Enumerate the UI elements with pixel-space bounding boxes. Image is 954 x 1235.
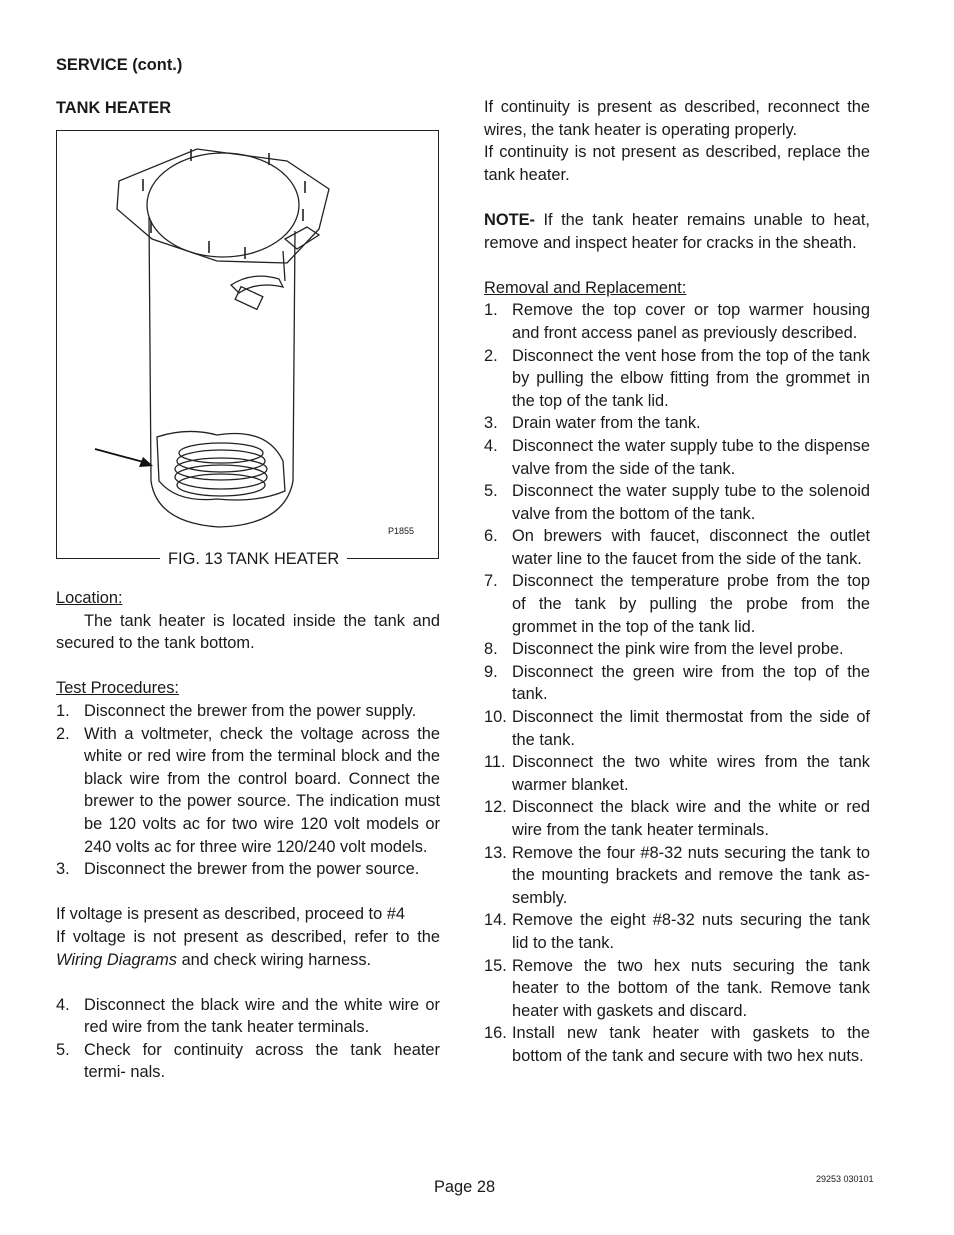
list-item [484, 955, 870, 1023]
list-number: 7. [484, 572, 498, 591]
list-item [56, 700, 440, 723]
voltage-not-present-text [56, 926, 440, 971]
note-text: If the tank heater remains unable to heat, remove and inspect heater for cracks in the sheath. [484, 210, 870, 252]
list-text: Disconnect the pink wire from the level probe. [512, 640, 844, 659]
list-number: 10. [484, 708, 507, 727]
list-item [484, 570, 870, 638]
list-text: Disconnect the water supply tube to the dispense valve from the side of the tank. [512, 436, 870, 478]
list-number: 5. [56, 1040, 70, 1059]
list-text: Install new tank heater with gaskets to the bottom of the tank and secure with two hex nuts. [512, 1024, 870, 1065]
list-text: Disconnect the vent hose from the top of the tank by pulling the elbow fitting from the grommet in the top of the tank lid. [512, 346, 870, 410]
list-text: Disconnect the water supply tube to the solenoid valve from the bottom of the tank. [512, 482, 870, 523]
list-number: 5. [484, 482, 498, 501]
list-number: 9. [484, 662, 498, 681]
continuity-present-text: If continuity is present as described, reconnect the wires, the tank heater is operating properly. [484, 98, 870, 139]
list-number: 4. [484, 436, 498, 455]
left-column [56, 587, 440, 1084]
list-item [484, 435, 870, 480]
page-title: TANK HEATER [56, 99, 172, 117]
list-item [56, 994, 440, 1039]
list-text: Disconnect the limit thermostat from the side of the tank. [512, 708, 870, 749]
list-text: Remove the four #8-32 nuts securing the tank to the mounting brackets and remove the tank as- sembly. [512, 843, 870, 907]
list-item [484, 706, 870, 751]
figure-caption: FIG. 13 TANK HEATER [160, 548, 347, 571]
list-text: Disconnect the two white wires from the tank warmer blanket. [512, 753, 870, 794]
figure-code: P1855 [388, 526, 415, 536]
list-text: Drain water from the tank. [512, 414, 701, 433]
list-text: Remove the eight #8-32 nuts securing the tank lid to the tank. [512, 911, 870, 952]
list-item [484, 842, 870, 910]
list-text: Remove the top cover or top warmer housing and front access panel as previously described. [512, 301, 870, 342]
list-number: 2. [484, 346, 498, 365]
list-number: 3. [56, 860, 70, 879]
list-number: 2. [56, 724, 70, 743]
list-number: 4. [56, 995, 70, 1014]
list-text: Remove the two hex nuts securing the tank heater to the bottom of the tank. Remove tank heater with gaskets and discard. [512, 956, 870, 1020]
location-text: The tank heater is located inside the tank and secured to the tank bottom. [56, 611, 440, 653]
list-number: 1. [56, 701, 70, 720]
test-procedures-heading: Test Procedures: [56, 679, 179, 698]
list-item [484, 661, 870, 706]
list-item [484, 345, 870, 413]
list-number: 15. [484, 956, 507, 975]
list-item [484, 751, 870, 796]
list-text: Disconnect the black wire and the white or red wire from the tank heater terminals. [512, 798, 870, 839]
list-number: 13. [484, 843, 507, 862]
list-number: 11. [484, 753, 506, 772]
list-item [484, 1022, 870, 1067]
figure-frame [56, 130, 439, 559]
list-item [484, 525, 870, 570]
list-number: 1. [484, 301, 498, 320]
list-text: Disconnect the brewer from the power supply. [84, 701, 417, 720]
list-item [484, 480, 870, 525]
wiring-diagrams-ref: Wiring Diagrams [56, 950, 177, 969]
tank-heater-illustration [57, 131, 437, 557]
list-item [56, 1039, 440, 1084]
list-text: Check for continuity across the tank heater termi- nals. [84, 1040, 440, 1082]
text-span: If voltage is not present as described, refer to the [56, 927, 440, 946]
list-text: Disconnect the green wire from the top of the tank. [512, 662, 870, 704]
list-item [484, 412, 870, 435]
list-item [56, 723, 440, 859]
removal-list [484, 299, 870, 1067]
page-number: Page 28 [434, 1178, 496, 1196]
list-text: With a voltmeter, check the voltage across the white or red wire from the terminal block and the black wire from the control board. Connect the brewer to the power source. The indication must be 120 volts ac for two wire 120 volt models or 240 volts ac for three wire 120/240 volt models. [84, 724, 440, 856]
list-number: 6. [484, 527, 498, 546]
list-item [56, 858, 440, 881]
location-heading: Location: [56, 589, 123, 607]
list-text: Disconnect the temperature probe from the top of the tank by pulling the probe from the grommet in the top of the tank lid. [512, 572, 870, 636]
list-item [484, 638, 870, 661]
list-number: 16. [484, 1024, 507, 1043]
text-span: and check wiring harness. [181, 950, 372, 969]
continuity-not-present-text: If continuity is not present as described, replace the tank heater. [484, 143, 870, 184]
note [484, 209, 870, 254]
note-label: NOTE- [484, 210, 535, 229]
list-text: Disconnect the brewer from the power source. [84, 860, 420, 879]
list-number: 3. [484, 414, 498, 433]
list-item [484, 796, 870, 841]
list-item [484, 299, 870, 344]
voltage-present-text: If voltage is present as described, proceed to #4 [56, 905, 405, 924]
right-column [484, 96, 870, 1068]
removal-heading: Removal and Replacement: [484, 278, 687, 297]
section-heading: SERVICE (cont.) [56, 56, 183, 74]
document-code: 29253 030101 [816, 1174, 874, 1184]
list-item [484, 909, 870, 954]
list-number: 8. [484, 640, 498, 659]
list-text: On brewers with faucet, disconnect the outlet water line to the faucet from the side of the tank. [512, 527, 870, 568]
list-number: 12. [484, 798, 507, 817]
list-number: 14. [484, 911, 507, 930]
list-text: Disconnect the black wire and the white wire or red wire from the tank heater terminals. [84, 995, 440, 1037]
